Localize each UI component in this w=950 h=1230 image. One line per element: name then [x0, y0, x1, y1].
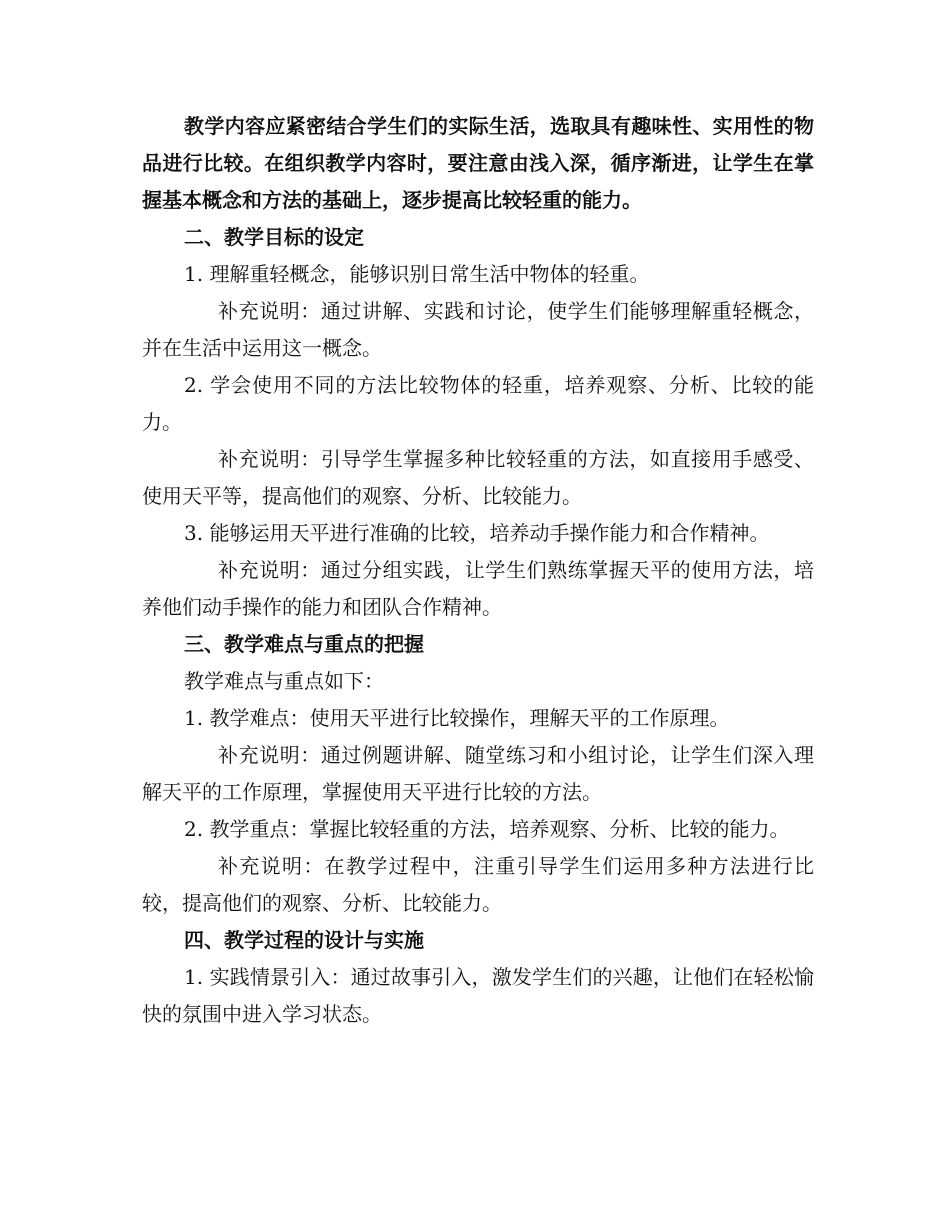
section-4-heading: 四、教学过程的设计与实施	[184, 928, 424, 952]
section-2-item-3: 3. 能够运用天平进行准确的比较，培养动手操作能力和合作精神。	[184, 521, 770, 545]
section-4-item-1: 1. 实践情景引入：通过故事引入，激发学生们的兴趣，让他们在轻松愉快的氛围中进入学习状态。	[142, 965, 814, 1026]
section-2-heading: 二、教学目标的设定	[184, 225, 364, 249]
section-2-item-1-note: 补充说明：通过讲解、实践和讨论，使学生们能够理解重轻概念，并在生活中运用这一概念。	[142, 299, 814, 360]
section-2-item-3-note: 补充说明：通过分组实践，让学生们熟练掌握天平的使用方法，培养他们动手操作的能力和团队合作精神。	[142, 558, 814, 619]
document-body	[142, 108, 814, 1033]
section-3-item-2-note: 补充说明：在教学过程中，注重引导学生们运用多种方法进行比较，提高他们的观察、分析、比较能力。	[142, 854, 814, 915]
section-3-item-1: 1. 教学难点：使用天平进行比较操作，理解天平的工作原理。	[184, 706, 730, 730]
intro-paragraph: 教学内容应紧密结合学生们的实际生活，选取具有趣味性、实用性的物品进行比较。在组织教学内容时，要注意由浅入深，循序渐进，让学生在掌握基本概念和方法的基础上，逐步提高比较轻重的能力。	[142, 114, 814, 212]
section-2-item-2-note: 补充说明：引导学生掌握多种比较轻重的方法，如直接用手感受、使用天平等，提高他们的观察、分析、比较能力。	[142, 447, 814, 508]
section-3-lead: 教学难点与重点如下：	[184, 669, 384, 693]
section-2-item-1: 1. 理解重轻概念，能够识别日常生活中物体的轻重。	[184, 262, 650, 286]
section-2-item-2: 2. 学会使用不同的方法比较物体的轻重，培养观察、分析、比较的能力。	[142, 373, 814, 434]
section-3-item-2: 2. 教学重点：掌握比较轻重的方法，培养观察、分析、比较的能力。	[184, 817, 790, 841]
section-3-item-1-note: 补充说明：通过例题讲解、随堂练习和小组讨论，让学生们深入理解天平的工作原理，掌握使用天平进行比较的方法。	[142, 743, 814, 804]
section-3-heading: 三、教学难点与重点的把握	[184, 632, 424, 656]
